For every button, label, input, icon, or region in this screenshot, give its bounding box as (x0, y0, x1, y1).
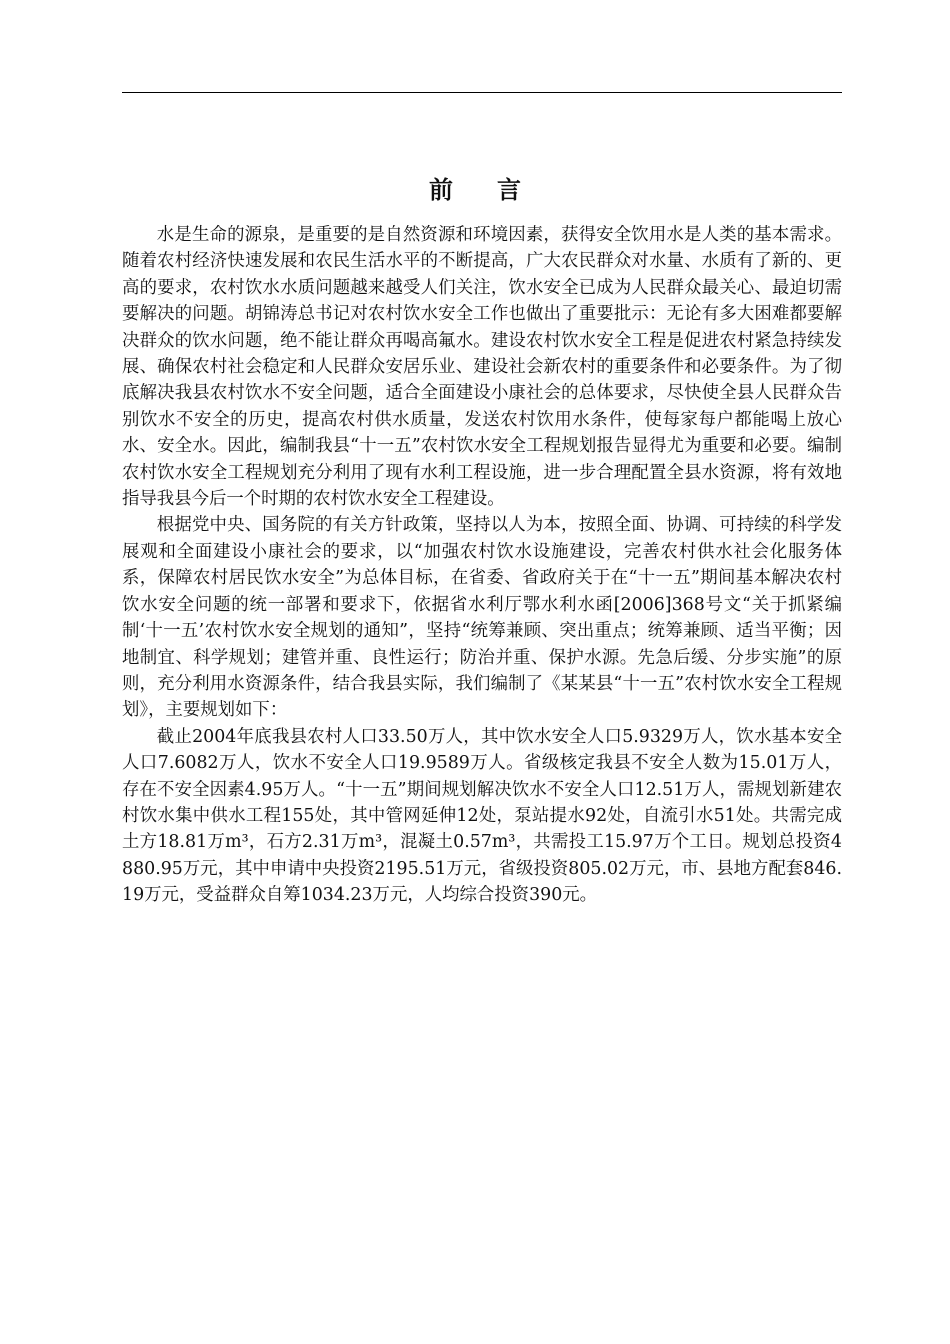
body-text (122, 222, 842, 909)
header-rule (122, 92, 842, 93)
page-title: 前言 (429, 175, 565, 205)
paragraph-policy: 根据党中央、国务院的有关方针政策，坚持以人为本，按照全面、协调、可持续的科学发展观和全面建设小康社会的要求，以“加强农村饮水设施建设，完善农村供水社会化服务体系，保障农村居民饮水安全”为总体目标，在省委、省政府关于在“十一五”期间基本解决农村饮水安全问题的统一部署和要求下，依据省水利厅鄂水利水函[2006]368号文“关于抓紧编制‘十一五’农村饮水安全规划的通知”，坚持“统筹兼顾、突出重点；统筹兼顾、适当平衡；因地制宜、科学规划；建管并重、良性运行；防治并重、保护水源。先急后缓、分步实施”的原则，充分利用水资源条件，结合我县实际，我们编制了《某某县“十一五”农村饮水安全工程规划》，主要规划如下： (122, 515, 842, 721)
paragraph-statistics: 截止2004年底我县农村人口33.50万人，其中饮水安全人口5.9329万人，饮水基本安全人口7.6082万人，饮水不安全人口19.9589万人。省级核定我县不安全人数为15.01万人，存在不安全因素4.95万人。“十一五”期间规划解决饮水不安全人口12.51万人，需规划新建农村饮水集中供水工程155处，其中管网延伸12处，泵站提水92处，自流引水51处。共需完成土方18.81万m³，石方2.31万m³，混凝土0.57m³，共需投工15.97万个工日。规划总投资4880.95万元，其中申请中央投资2195.51万元，省级投资805.02万元，市、县地方配套846.19万元，受益群众自筹1034.23万元，人均综合投资390元。 (122, 726, 842, 906)
paragraph-intro: 水是生命的源泉，是重要的是自然资源和环境因素，获得安全饮用水是人类的基本需求。随着农村经济快速发展和农民生活水平的不断提高，广大农民群众对水量、水质有了新的、更高的要求，农村饮水水质问题越来越受人们关注，饮水安全已成为人民群众最关心、最迫切需要解决的问题。胡锦涛总书记对农村饮水安全工作也做出了重要批示：无论有多大困难都要解决群众的饮水问题，绝不能让群众再喝高氟水。建设农村饮水安全工程是促进农村紧急持续发展、确保农村社会稳定和人民群众安居乐业、建设社会新农村的重要条件和必要条件。为了彻底解决我县农村饮水不安全问题，适合全面建设小康社会的总体要求，尽快使全县人民群众告别饮水不安全的历史，提高农村供水质量，发送农村饮用水条件，使每家每户都能喝上放心水、安全水。因此，编制我县“十一五”农村饮水安全工程规划报告显得尤为重要和必要。编制农村饮水安全工程规划充分利用了现有水利工程设施，进一步合理配置全县水资源，将有效地指导我县今后一个时期的农村饮水安全工程建设。 (122, 225, 842, 510)
